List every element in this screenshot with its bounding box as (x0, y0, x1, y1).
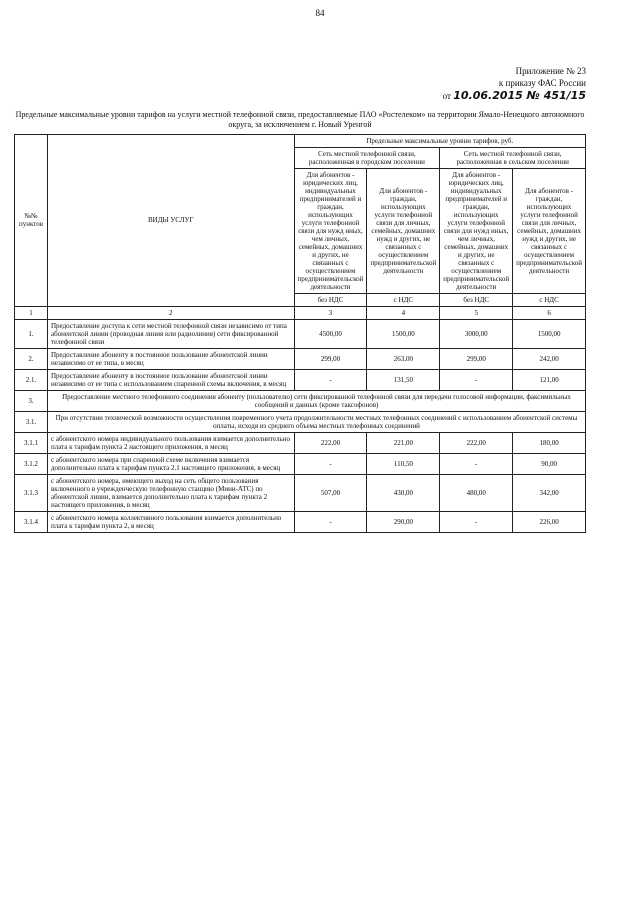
tariff-value: 222,00 (440, 432, 513, 453)
tariff-value: 226,00 (513, 511, 586, 532)
header-services: ВИДЫ УСЛУГ (48, 134, 295, 306)
appendix-date-prefix: от (442, 91, 451, 102)
tariff-value: 121,00 (513, 369, 586, 390)
tariff-value: - (294, 453, 367, 474)
rotated-document (0, 60, 600, 539)
column-number: 4 (367, 306, 440, 319)
tariff-value: - (440, 369, 513, 390)
tariff-value: 1500,00 (367, 319, 440, 348)
column-number: 2 (48, 306, 295, 319)
table-row (15, 511, 586, 532)
tariff-value: 299,00 (440, 348, 513, 369)
table-row (15, 474, 586, 511)
appendix-order-ref: к приказу ФАС России (498, 77, 586, 88)
tariff-value: 90,00 (513, 453, 586, 474)
header-rural-group: Сеть местной телефонной связи, расположенная в сельском поселении (440, 147, 586, 168)
tariff-value: 342,00 (513, 474, 586, 511)
tariff-value: 222,00 (294, 432, 367, 453)
header-vat: с НДС (367, 293, 440, 306)
table-row (15, 432, 586, 453)
table-row (15, 390, 586, 411)
tariff-value: 242,00 (513, 348, 586, 369)
header-rural-citizens: Для абонентов - граждан, использующих услуги телефонной связи для личных, семейных, домашних нужд и других, не связанных с осуществлением предпринимательской деятельности (513, 168, 586, 293)
column-number: 1 (15, 306, 48, 319)
table-row (15, 411, 586, 432)
tariff-value: 110,50 (367, 453, 440, 474)
tariff-value: 290,00 (367, 511, 440, 532)
document-title: Предельные максимальные уровни тарифов на услуги местной телефонной связи, предоставляемые ПАО «Ростелеком» на территории Ямало-Ненецкого автономного округа, за исключением г. Новый Уренгой (15, 109, 585, 129)
table-row (15, 348, 586, 369)
tariff-value: 1500,00 (513, 319, 586, 348)
row-number: 2.1. (15, 369, 48, 390)
service-description: с абонентского номера при спаренной схеме включения взимается дополнительно плата к тарифам пункта 2.1 настоящего приложения, в месяц (48, 453, 295, 474)
header-urban-group: Сеть местной телефонной связи, расположенная в городском поселении (294, 147, 440, 168)
header-vat: без НДС (440, 293, 513, 306)
header-vat: без НДС (294, 293, 367, 306)
header-urban-legal: Для абонентов - юридических лиц, индивидуальных предпринимателей и граждан, использующих услуги телефонной связи для нужд иных, чем личных, семейных, домашних и других, не связанных с осуществлением предпринимательской деятельности (294, 168, 367, 293)
tariff-value: 430,00 (367, 474, 440, 511)
row-number: 3.1.1 (15, 432, 48, 453)
section-heading: Предоставление местного телефонного соединения абоненту (пользователю) сети фиксированной телефонной связи для передачи голосовой информации, факсимильных сообщений и данных (кроме таксофонов) (48, 390, 586, 411)
column-number: 3 (294, 306, 367, 319)
header-tariffs-title: Предельные максимальные уровни тарифов, руб. (294, 134, 585, 147)
service-description: Предоставление доступа к сети местной телефонной связи независимо от типа абонентской линии (проводная линия или радиолиния) сети фиксированной телефонной связи (48, 319, 295, 348)
column-number: 6 (513, 306, 586, 319)
header-rural-legal: Для абонентов - юридических лиц, индивидуальных предпринимателей и граждан, использующих услуги телефонной связи для нужд иных, чем личных, семейных, домашних и других, не связанных с осуществлением предпринимательской деятельности (440, 168, 513, 293)
tariff-value: 4500,00 (294, 319, 367, 348)
tariff-value: 263,00 (367, 348, 440, 369)
table-row (15, 319, 586, 348)
tariff-table (14, 134, 586, 533)
tariff-value: 131,50 (367, 369, 440, 390)
handwritten-order-date: 10.06.2015 № 451/15 (453, 89, 586, 103)
appendix-block (14, 66, 586, 104)
appendix-date-line (14, 89, 586, 103)
row-number: 3.1. (15, 411, 48, 432)
table-row (15, 369, 586, 390)
row-number: 3.1.2 (15, 453, 48, 474)
header-vat: с НДС (513, 293, 586, 306)
table-row (15, 453, 586, 474)
tariff-value: 299,00 (294, 348, 367, 369)
tariff-value: 507,00 (294, 474, 367, 511)
tariff-value: 221,00 (367, 432, 440, 453)
tariff-value: - (440, 511, 513, 532)
service-description: Предоставление абоненту в постоянное пользование абонентской линии независимо от ее типа, в месяц (48, 348, 295, 369)
service-description: с абонентского номера коллективного пользования взимается дополнительно плата к тарифам пункта 2, в месяц (48, 511, 295, 532)
row-number: 1. (15, 319, 48, 348)
row-number: 3.1.4 (15, 511, 48, 532)
service-description: с абонентского номера индивидуального пользования взимается дополнительно плата к тарифам пункта 2 настоящего приложения, в месяц (48, 432, 295, 453)
page-number: 84 (315, 8, 325, 18)
row-number: 3.1.3 (15, 474, 48, 511)
row-number: 2. (15, 348, 48, 369)
tariff-value: 3000,00 (440, 319, 513, 348)
tariff-value: 180,00 (513, 432, 586, 453)
service-description: Предоставление абоненту в постоянное пользование абонентской линии независимо от ее типа с использованием спаренной схемы включения, в месяц (48, 369, 295, 390)
tariff-value: - (440, 453, 513, 474)
header-urban-citizens: Для абонентов - граждан, использующих услуги телефонной связи для личных, семейных, домашних нужд и других, не связанных с осуществлением предпринимательской деятельности (367, 168, 440, 293)
column-number: 5 (440, 306, 513, 319)
row-number: 3. (15, 390, 48, 411)
section-heading: При отсутствии технической возможности осуществления повременного учета продолжительности местных телефонных соединений с использованием абонентской системы оплаты, исходя из среднего объема местных телефонных соединений (48, 411, 586, 432)
service-description: с абонентского номера, имеющего выход на сеть общего пользования включенного в учрежденческую телефонную станцию (Мини-АТС) по абонентской линии, взимается дополнительно плата к тарифам пункта 2 настоящего приложения, в месяц (48, 474, 295, 511)
tariff-value: - (294, 369, 367, 390)
tariff-value: 480,00 (440, 474, 513, 511)
header-row-number: №№ пунктов (15, 134, 48, 306)
appendix-label: Приложение № 23 (515, 66, 586, 76)
tariff-value: - (294, 511, 367, 532)
